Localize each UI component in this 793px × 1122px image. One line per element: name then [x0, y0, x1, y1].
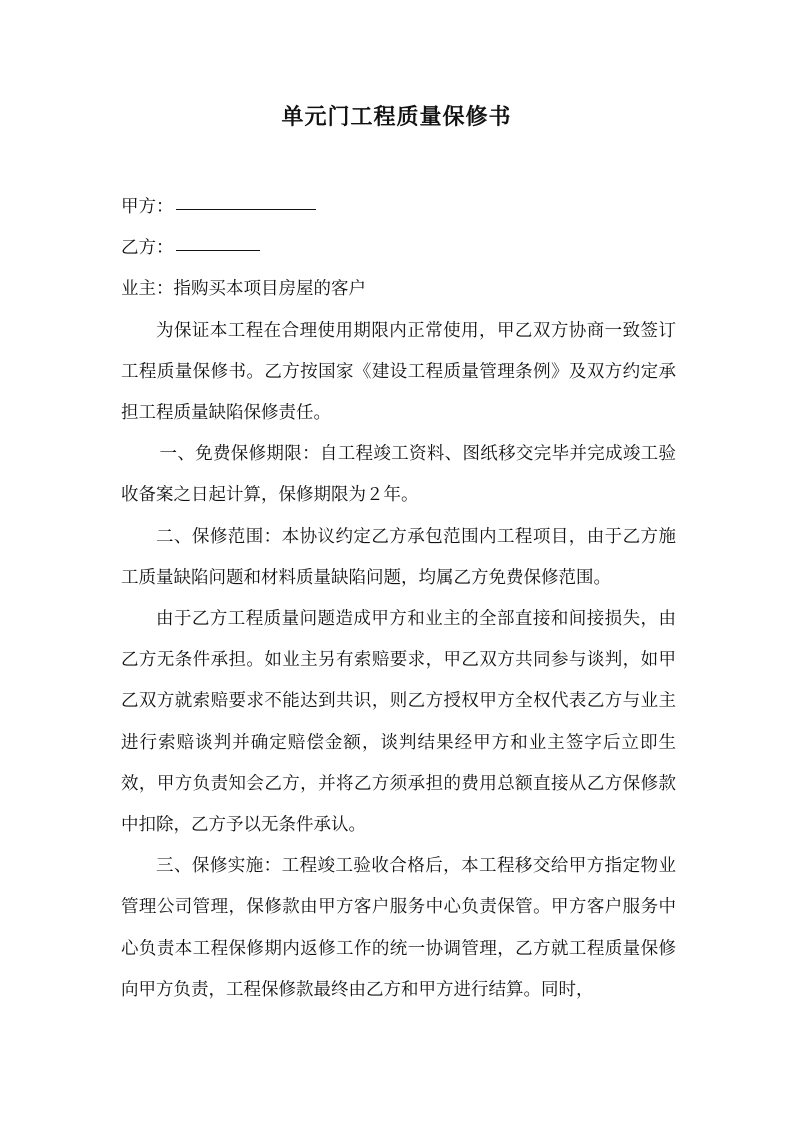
party-a-label: 甲方：: [121, 197, 174, 217]
document-title: 单元门工程质量保修书: [281, 104, 512, 130]
paragraph-implementation: 三、保修实施：工程竣工验收合格后，本工程移交给甲方指定物业管理公司管理，保修款由甲方客户服务中心负责保管。甲方客户服务中心负责本工程保修期内返修工作的统一协调管理，乙方就工程质量保修向甲方负责，工程保修款最终由乙方和甲方进行结算。同时，: [121, 856, 676, 1000]
document-body: [121, 187, 676, 1011]
owner-line: 业主：指购买本项目房屋的客户: [121, 279, 366, 300]
paragraph-warranty-period: 一、免费保修期限：自工程竣工资料、图纸移交完毕并完成竣工验收备案之日起计算，保修期限为２年。: [121, 444, 676, 506]
party-b-blank-field: [176, 230, 260, 251]
party-a-line: [121, 187, 676, 228]
paragraph-intro: 为保证本工程在合理使用期限内正常使用，甲乙双方协商一致签订工程质量保修书。乙方按国家《建设工程质量管理条例》及双方约定承担工程质量缺陷保修责任。: [121, 320, 676, 424]
paragraph-losses: 由于乙方工程质量问题造成甲方和业主的全部直接和间接损失，由乙方无条件承担。如业主另有索赔要求，甲乙双方共同参与谈判，如甲乙双方就索赔要求不能达到共识，则乙方授权甲方全权代表乙方与业主进行索赔谈判并确定赔偿金额，谈判结果经甲方和业主签字后立即生效，甲方负责知会乙方，并将乙方须承担的费用总额直接从乙方保修款中扣除，乙方予以无条件承认。: [121, 609, 676, 836]
party-b-line: [121, 228, 676, 269]
paragraph-warranty-scope: 二、保修范围：本协议约定乙方承包范围内工程项目，由于乙方施工质量缺陷问题和材料质量缺陷问题，均属乙方免费保修范围。: [121, 526, 676, 588]
party-a-blank-field: [176, 189, 316, 210]
party-b-label: 乙方：: [121, 238, 174, 259]
